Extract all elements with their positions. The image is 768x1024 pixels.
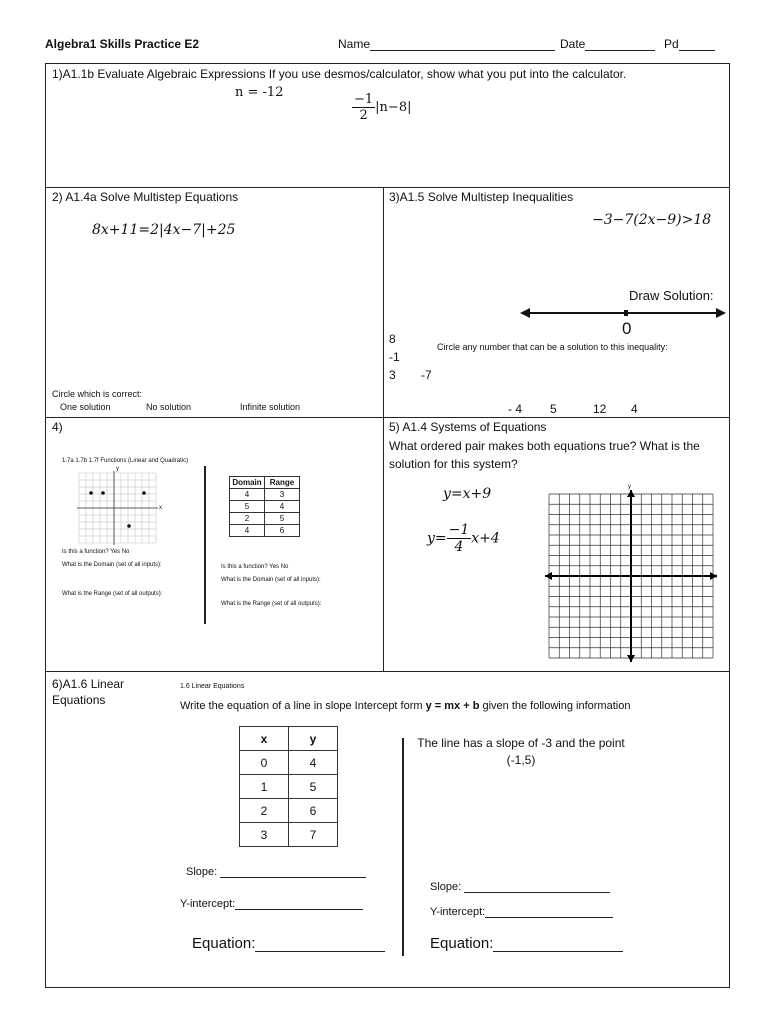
q3-choice-3[interactable]: 3 — [389, 368, 396, 382]
eq2-num: −1 — [448, 522, 470, 538]
q6-right-slope[interactable] — [430, 881, 610, 893]
table-cell: 0 — [240, 751, 289, 775]
eq2-den: 4 — [454, 539, 464, 555]
table-cell: 5 — [289, 775, 338, 799]
q3-zero-label: 0 — [622, 319, 632, 338]
q6-xy-table — [239, 726, 338, 847]
equation-label: Equation: — [430, 935, 494, 952]
q6-instructions — [180, 700, 630, 712]
q6-separator — [402, 738, 404, 956]
q3-choice-8[interactable]: 8 — [389, 332, 396, 346]
q6-left-slope[interactable] — [186, 866, 366, 878]
left-arrow — [520, 308, 530, 318]
q5-coordinate-grid[interactable] — [545, 490, 717, 662]
q3-choice-5[interactable]: 5 — [550, 402, 557, 416]
table-row — [240, 775, 338, 799]
eq2-rhs: x+4 — [471, 530, 500, 547]
plot-point — [101, 491, 105, 495]
table-row — [240, 751, 338, 775]
range-header: Range — [265, 477, 300, 489]
q2-option-infinite[interactable]: Infinite solution — [240, 402, 301, 412]
table-cell: 4 — [230, 489, 265, 501]
table-cell: 7 — [289, 823, 338, 847]
q4-right-range-question: What is the Range (set of all outputs): — [221, 601, 322, 607]
eq2-lhs: y= — [427, 530, 447, 547]
q6-left-equation[interactable] — [192, 935, 385, 952]
zero-tick — [624, 310, 628, 316]
q5-heading: 5) A1.4 Systems of Equations — [389, 420, 547, 434]
plot-point — [142, 491, 146, 495]
q3-heading: 3)A1.5 Solve Multistep Inequalities — [389, 190, 574, 204]
q3-choice-4[interactable]: 4 — [631, 402, 638, 416]
name-field[interactable] — [338, 37, 555, 51]
name-label: Name — [338, 37, 371, 51]
table-cell: 6 — [289, 799, 338, 823]
q2-heading: 2) A1.4a Solve Multistep Equations — [52, 190, 239, 204]
q3-choice-neg1[interactable]: -1 — [389, 350, 400, 364]
q6-heading: 6)A1.6 Linear Equations — [52, 677, 125, 707]
axis-arrow — [545, 572, 552, 580]
equation-label: Equation: — [192, 935, 256, 952]
q2-equation: 8x+11=2|4x−7|+25 — [92, 222, 236, 238]
table-cell: 3 — [265, 489, 300, 501]
axis-arrow — [627, 655, 635, 662]
table-row — [230, 525, 300, 537]
q4-heading: 4) — [52, 420, 63, 434]
q4-left-function-question: Is this a function? Yes No — [62, 549, 130, 555]
column-divider — [383, 187, 384, 671]
date-label: Date — [560, 37, 586, 51]
table-row — [240, 823, 338, 847]
table-row — [230, 501, 300, 513]
q6-right-yint[interactable] — [430, 906, 613, 918]
q6-right-equation[interactable] — [430, 935, 623, 952]
table-cell: 2 — [240, 799, 289, 823]
pd-label: Pd — [664, 37, 679, 51]
q4-graph-x-label: x — [159, 505, 162, 511]
table-cell: 2 — [230, 513, 265, 525]
q4-sub-heading: 1.7a 1.7b 1.7f Functions (Linear and Quadratic) — [62, 458, 189, 464]
q5-equation-2 — [427, 522, 500, 555]
slope-label: Slope: — [430, 881, 462, 893]
q5-x-label: x — [714, 574, 717, 580]
q1-abs-expr: |n−8| — [375, 100, 412, 115]
table-cell: 5 — [230, 501, 265, 513]
q4-separator — [204, 466, 206, 624]
q3-draw-label: Draw Solution: — [629, 288, 714, 303]
table-row — [240, 799, 338, 823]
table-cell: 4 — [265, 501, 300, 513]
instr-post: given the following information — [479, 700, 631, 712]
axis-arrow — [627, 490, 635, 497]
date-field[interactable] — [560, 37, 655, 51]
row-divider-2 — [45, 417, 730, 418]
instr-pre: Write the equation of a line in slope Intercept form — [180, 700, 426, 712]
q1-frac-num: −1 — [354, 92, 374, 107]
yint-label: Y-intercept: — [430, 906, 486, 918]
table-cell: 6 — [265, 525, 300, 537]
pd-field[interactable] — [664, 37, 715, 51]
table-cell: 5 — [265, 513, 300, 525]
x-header: x — [240, 727, 289, 751]
table-cell: 3 — [240, 823, 289, 847]
q5-question: What ordered pair makes both equations true? What is the solution for this system? — [389, 439, 700, 471]
q6-right-prompt: The line has a slope of -3 and the point (-1,5) — [417, 736, 625, 767]
table-row — [230, 513, 300, 525]
q4-right-domain-question: What is the Domain (set of all inputs): — [221, 577, 321, 583]
y-header: y — [289, 727, 338, 751]
table-cell: 4 — [289, 751, 338, 775]
q3-choice-neg7[interactable]: -7 — [421, 368, 432, 382]
q6-left-yint[interactable] — [180, 898, 363, 910]
slope-label: Slope: — [186, 866, 218, 878]
q2-circle-prompt: Circle which is correct: — [52, 389, 143, 399]
q1-frac-den: 2 — [359, 108, 368, 123]
right-arrow — [716, 308, 726, 318]
q3-choice-12[interactable]: 12 — [593, 402, 607, 416]
plot-point — [89, 491, 93, 495]
row-divider-3 — [45, 671, 730, 672]
q3-inequality: −3−7(2x−9)>18 — [592, 212, 712, 228]
plot-point — [127, 524, 131, 528]
q2-option-one[interactable]: One solution — [60, 402, 111, 412]
yint-label: Y-intercept: — [180, 898, 236, 910]
q4-scatter-graph — [74, 468, 164, 548]
instr-bold: y = mx + b — [425, 700, 480, 712]
q4-right-function-question: Is this a function? Yes No — [221, 564, 289, 570]
q1-heading: 1)A1.1b Evaluate Algebraic Expressions If you use desmos/calculator, show what you put into the calculator. — [52, 67, 627, 81]
domain-header: Domain — [230, 477, 265, 489]
q3-choice-neg4[interactable]: - 4 — [508, 402, 523, 416]
table-cell: 4 — [230, 525, 265, 537]
worksheet-title: Algebra1 Skills Practice E2 — [45, 37, 200, 51]
q4-left-domain-question: What is the Domain (set of all inputs): — [62, 562, 162, 568]
q4-graph-y-label: y — [116, 466, 119, 472]
q1-given: n = -12 — [235, 85, 284, 100]
q6-sub-heading: 1.6 Linear Equations — [180, 683, 245, 690]
q5-equation-1: y=x+9 — [443, 486, 492, 502]
table-row — [230, 489, 300, 501]
q3-circle-prompt: Circle any number that can be a solution to this inequality: — [437, 342, 668, 352]
q1-expression — [352, 92, 411, 123]
q4-domain-range-table — [229, 476, 300, 537]
q2-option-none[interactable]: No solution — [146, 402, 192, 412]
table-cell: 1 — [240, 775, 289, 799]
q5-y-label: y — [628, 484, 631, 490]
q4-left-range-question: What is the Range (set of all outputs): — [62, 591, 163, 597]
row-divider-1 — [45, 187, 730, 188]
